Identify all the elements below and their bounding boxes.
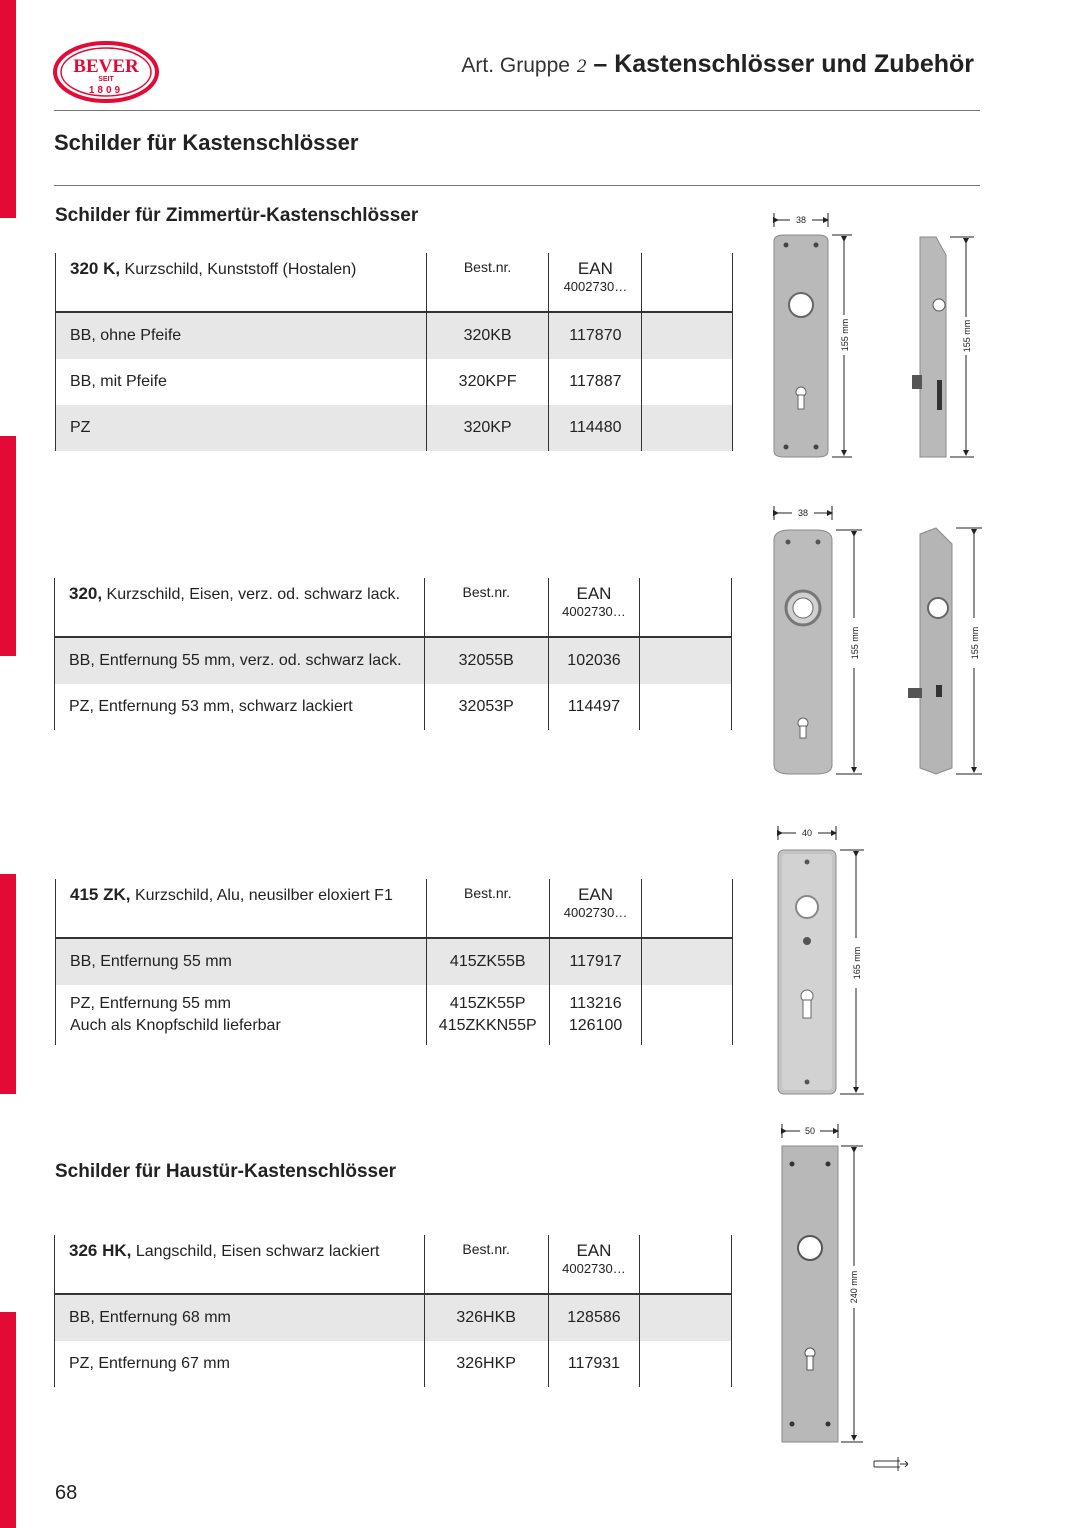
edge-tab-3 — [0, 874, 16, 1094]
bestnr-cell: 32053P — [424, 684, 548, 730]
width-label: 40 — [801, 828, 813, 838]
title-rule — [54, 185, 980, 186]
product-table-415zk — [55, 879, 733, 1045]
ean-prefix: 4002730… — [563, 279, 628, 294]
group-number: 2 — [576, 56, 587, 77]
ean-cell: 128586 — [548, 1294, 640, 1341]
product-table-320 — [54, 578, 732, 730]
header-separator: – — [593, 50, 608, 78]
page-title: Schilder für Kastenschlösser — [54, 130, 359, 155]
bestnr-cell: 415ZK55P 415ZKKN55P — [426, 985, 549, 1045]
bestnr-cell: 32055B — [424, 637, 548, 684]
model-cell — [56, 253, 427, 312]
ean-prefix: 4002730… — [563, 905, 628, 920]
model-name: 320 K, — [70, 259, 121, 278]
height-label: 155 mm — [840, 318, 850, 352]
logo-year: 1809 — [88, 85, 124, 96]
model-name: 326 HK, — [69, 1241, 132, 1260]
model-description: Kurzschild, Eisen, verz. od. schwarz lack. — [106, 586, 400, 603]
variant-cell: BB, Entfernung 55 mm — [56, 938, 427, 985]
edge-tab-1 — [0, 0, 16, 218]
table-header-row — [55, 578, 732, 637]
table-row — [55, 1341, 732, 1387]
variant-cell: PZ, Entfernung 53 mm, schwarz lackiert — [55, 684, 425, 730]
side-height-label: 155 mm — [962, 319, 972, 353]
table-row — [56, 405, 733, 451]
table-header-row — [55, 1235, 732, 1294]
variant-cell: BB, mit Pfeife — [56, 359, 427, 405]
ean-cell: 117887 — [549, 359, 642, 405]
variant-cell: BB, ohne Pfeife — [56, 312, 427, 359]
ean-cell: 117931 — [548, 1341, 640, 1387]
variant-cell: PZ — [56, 405, 427, 451]
width-label: 38 — [795, 215, 807, 225]
plate-drawing-326hk — [765, 1118, 875, 1453]
section-heading-zimmertuer: Schilder für Zimmertür-Kastenschlösser — [55, 205, 419, 226]
table-header-row — [56, 879, 733, 938]
plate-drawing-415zk — [760, 820, 880, 1105]
page-number: 68 — [55, 1482, 78, 1504]
bestnr-cell: 320KP — [426, 405, 549, 451]
bestnr-cell: 320KPF — [426, 359, 549, 405]
ean-cell: 114480 — [549, 405, 642, 451]
table-row — [55, 1294, 732, 1341]
variant-cell: PZ, Entfernung 55 mm Auch als Knopfschild lieferbar — [56, 985, 427, 1045]
edge-tab-4 — [0, 1312, 16, 1528]
ean-cell: 114497 — [548, 684, 640, 730]
height-label: 240 mm — [849, 1270, 859, 1304]
model-description: Langschild, Eisen schwarz lackiert — [135, 1243, 380, 1260]
bestnr-cell: 326HKP — [424, 1341, 548, 1387]
section-heading-haustuer: Schilder für Haustür-Kastenschlösser — [55, 1161, 397, 1182]
width-label: 50 — [804, 1126, 816, 1136]
model-cell — [55, 578, 425, 637]
ean-prefix: 4002730… — [562, 604, 626, 619]
table-row — [55, 684, 732, 730]
table-row — [56, 359, 733, 405]
logo-text: BEVER — [73, 56, 139, 77]
ean-cell: 117917 — [549, 938, 642, 985]
width-label: 38 — [797, 508, 809, 518]
header-title — [461, 50, 974, 79]
edge-tab-2 — [0, 436, 16, 656]
plate-profile-icon — [872, 1455, 912, 1478]
bestnr-cell: 326HKB — [424, 1294, 548, 1341]
table-row — [56, 938, 733, 985]
bestnr-header: Best.nr. — [426, 253, 549, 312]
table-row — [55, 637, 732, 684]
ean-header: EAN 4002730… — [548, 578, 640, 637]
model-description: Kurzschild, Kunststoff (Hostalen) — [124, 261, 357, 278]
ean-cell: 117870 — [549, 312, 642, 359]
variant-note: Auch als Knopfschild lieferbar — [70, 1017, 281, 1034]
ean-cell: 102036 — [548, 637, 640, 684]
table-row — [56, 985, 733, 1045]
ean-cell: 113216 126100 — [549, 985, 642, 1045]
bestnr-cell: 415ZK55B — [426, 938, 549, 985]
ean-header: EAN 4002730… — [549, 253, 642, 312]
variant-cell: PZ, Entfernung 67 mm — [55, 1341, 425, 1387]
height-label: 165 mm — [852, 946, 862, 980]
product-table-326hk — [54, 1235, 732, 1387]
ean-header: EAN 4002730… — [548, 1235, 640, 1294]
bestnr-cell: 320KB — [426, 312, 549, 359]
bever-logo — [52, 40, 160, 104]
plate-drawing-320 — [760, 500, 990, 790]
model-cell — [56, 879, 427, 938]
header-prefix: Art. Gruppe — [461, 54, 570, 77]
product-table-320k — [55, 253, 733, 451]
variant-cell: BB, Entfernung 55 mm, verz. od. schwarz lack. — [55, 637, 425, 684]
bestnr-header: Best.nr. — [426, 879, 549, 938]
variant-cell: BB, Entfernung 68 mm — [55, 1294, 425, 1341]
model-name: 320, — [69, 584, 103, 603]
ean-prefix: 4002730… — [562, 1261, 626, 1276]
table-row — [56, 312, 733, 359]
height-label: 155 mm — [850, 626, 860, 660]
model-description: Kurzschild, Alu, neusilber eloxiert F1 — [134, 887, 393, 904]
header-main-title: Kastenschlösser und Zubehör — [614, 50, 974, 78]
plate-drawing-320k — [760, 205, 990, 475]
logo-seit: SEIT — [98, 76, 114, 83]
header-rule — [54, 110, 980, 111]
bestnr-header: Best.nr. — [424, 1235, 548, 1294]
table-header-row — [56, 253, 733, 312]
bestnr-header: Best.nr. — [424, 578, 548, 637]
ean-header: EAN 4002730… — [549, 879, 642, 938]
model-cell — [55, 1235, 425, 1294]
model-name: 415 ZK, — [70, 885, 131, 904]
side-height-label: 155 mm — [970, 626, 980, 660]
